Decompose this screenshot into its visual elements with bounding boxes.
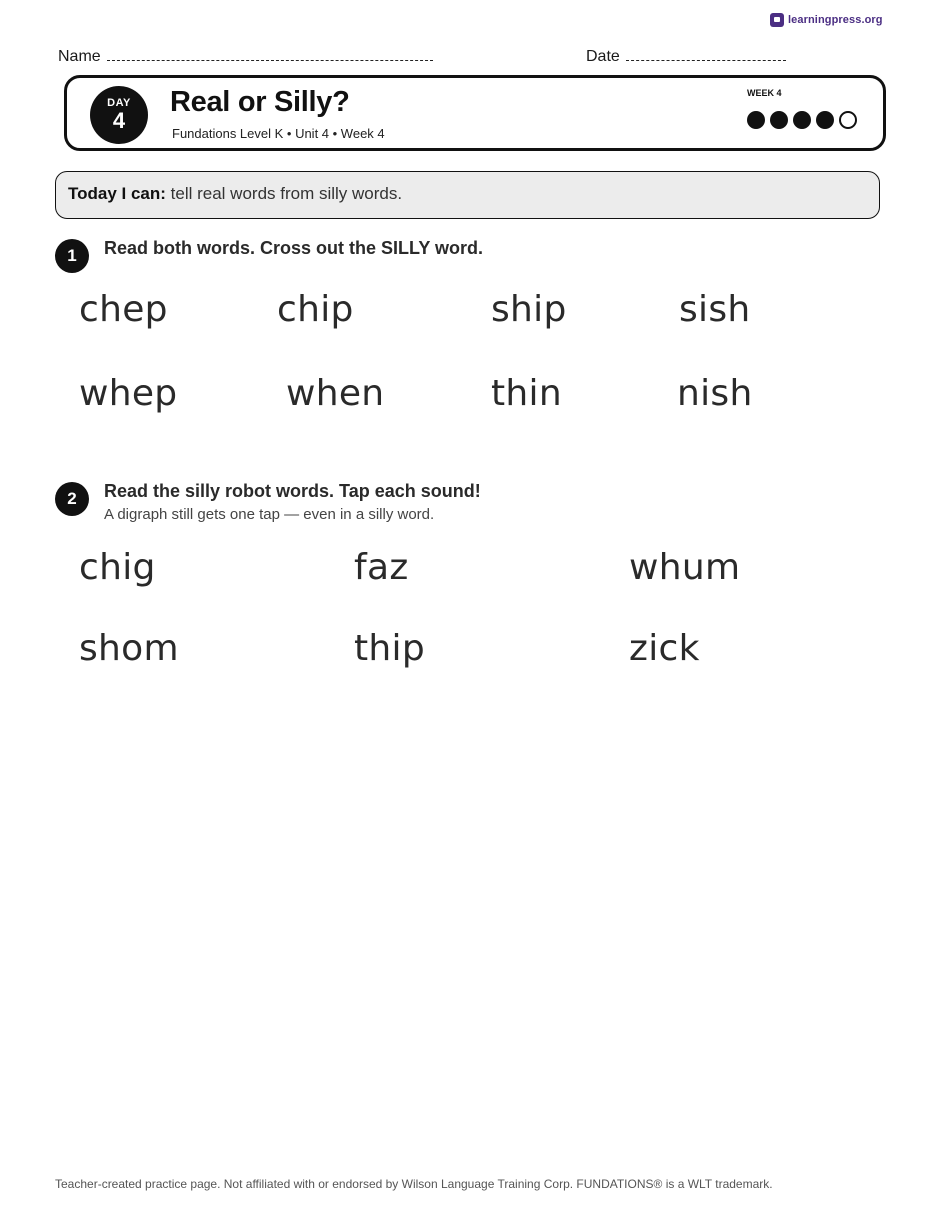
date-label: Date bbox=[586, 48, 620, 65]
page-subtitle: Fundations Level K • Unit 4 • Week 4 bbox=[172, 126, 385, 141]
word-item[interactable]: when bbox=[286, 373, 385, 414]
day-number: 4 bbox=[112, 108, 126, 133]
brand-logo[interactable] bbox=[770, 13, 883, 27]
robot-word[interactable]: faz bbox=[354, 547, 409, 588]
word-item[interactable]: chip bbox=[277, 289, 354, 330]
robot-word[interactable]: whum bbox=[629, 547, 741, 588]
day-badge bbox=[90, 86, 148, 144]
word-item[interactable]: nish bbox=[677, 373, 753, 414]
progress-dot-filled bbox=[793, 111, 811, 129]
word-item[interactable]: whep bbox=[79, 373, 178, 414]
progress-dot-filled bbox=[816, 111, 834, 129]
today-lead: Today I can: bbox=[68, 184, 166, 203]
week-label: WEEK 4 bbox=[747, 88, 782, 98]
robot-word[interactable]: shom bbox=[79, 628, 179, 669]
book-icon bbox=[770, 13, 784, 27]
date-field[interactable] bbox=[586, 46, 786, 66]
robot-word[interactable]: thip bbox=[354, 628, 425, 669]
name-field[interactable] bbox=[58, 46, 433, 66]
week-progress-dots bbox=[747, 111, 857, 129]
section-2-instruction: Read the silly robot words. Tap each sound! bbox=[104, 481, 481, 501]
section-2-number: 2 bbox=[55, 482, 89, 516]
date-line[interactable] bbox=[626, 46, 786, 61]
day-label: DAY bbox=[107, 97, 131, 109]
robot-word[interactable]: zick bbox=[629, 628, 700, 669]
robot-word[interactable]: chig bbox=[79, 547, 156, 588]
name-label: Name bbox=[58, 48, 101, 65]
name-line[interactable] bbox=[107, 46, 433, 61]
word-item[interactable]: chep bbox=[79, 289, 168, 330]
word-item[interactable]: sish bbox=[679, 289, 751, 330]
progress-dot-filled bbox=[770, 111, 788, 129]
word-item[interactable]: thin bbox=[491, 373, 562, 414]
section-1-instruction: Read both words. Cross out the SILLY word. bbox=[104, 238, 484, 258]
today-i-can-banner bbox=[55, 171, 880, 219]
progress-dot-empty bbox=[839, 111, 857, 129]
progress-dot-filled bbox=[747, 111, 765, 129]
word-item[interactable]: ship bbox=[491, 289, 567, 330]
brand-name: learningpress.org bbox=[788, 14, 883, 26]
footer-disclaimer: Teacher-created practice page. Not affiliated with or endorsed by Wilson Language Training Corp. FUNDATIONS® is a WLT trademark. bbox=[55, 1177, 773, 1191]
section-1-number: 1 bbox=[55, 239, 89, 273]
section-2-note: A digraph still gets one tap — even in a silly word. bbox=[104, 506, 435, 523]
page-title: Real or Silly? bbox=[170, 86, 350, 118]
today-text: tell real words from silly words. bbox=[165, 184, 403, 203]
